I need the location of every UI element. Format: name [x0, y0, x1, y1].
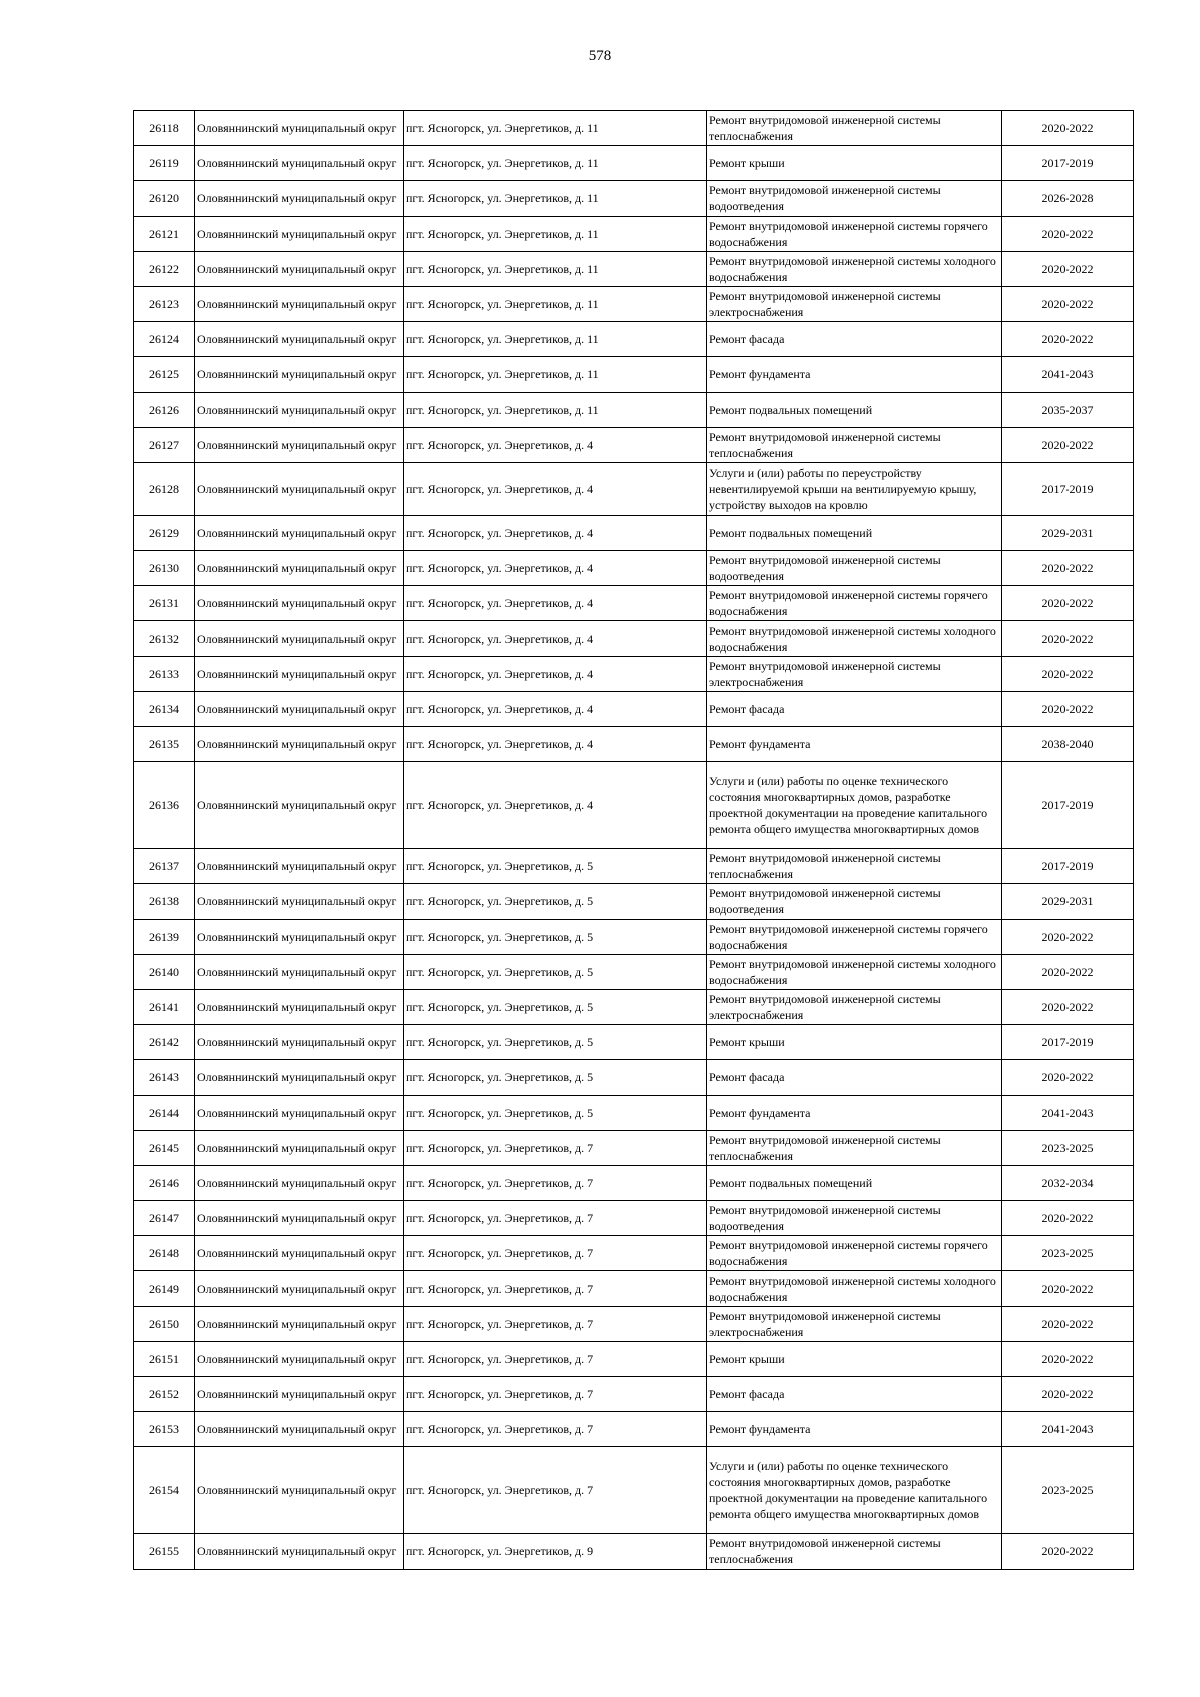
work-type-cell: Ремонт внутридомовой инженерной системы теплоснабжения	[707, 427, 1002, 462]
period-cell: 2041-2043	[1002, 1412, 1134, 1447]
table-row	[134, 849, 1134, 884]
work-type-cell: Ремонт внутридомовой инженерной системы горячего водоснабжения	[707, 586, 1002, 621]
period-cell: 2029-2031	[1002, 884, 1134, 919]
address-cell: пгт. Ясногорск, ул. Энергетиков, д. 7	[404, 1165, 707, 1200]
row-number: 26126	[134, 392, 195, 427]
municipality-cell: Оловяннинский муниципальный округ	[195, 727, 404, 762]
period-cell: 2020-2022	[1002, 111, 1134, 146]
row-number: 26125	[134, 357, 195, 392]
address-cell: пгт. Ясногорск, ул. Энергетиков, д. 5	[404, 989, 707, 1024]
table-row	[134, 1306, 1134, 1341]
municipality-cell: Оловяннинский муниципальный округ	[195, 762, 404, 849]
municipality-cell: Оловяннинский муниципальный округ	[195, 357, 404, 392]
municipality-cell: Оловяннинский муниципальный округ	[195, 1165, 404, 1200]
municipality-cell: Оловяннинский муниципальный округ	[195, 1306, 404, 1341]
table-row	[134, 989, 1134, 1024]
table-row	[134, 1412, 1134, 1447]
address-cell: пгт. Ясногорск, ул. Энергетиков, д. 4	[404, 462, 707, 515]
page-number: 578	[588, 48, 612, 64]
table-row	[134, 111, 1134, 146]
period-cell: 2020-2022	[1002, 251, 1134, 286]
period-cell: 2020-2022	[1002, 216, 1134, 251]
address-cell: пгт. Ясногорск, ул. Энергетиков, д. 4	[404, 691, 707, 726]
period-cell: 2020-2022	[1002, 691, 1134, 726]
address-cell: пгт. Ясногорск, ул. Энергетиков, д. 5	[404, 1060, 707, 1095]
work-type-cell: Ремонт внутридомовой инженерной системы холодного водоснабжения	[707, 1271, 1002, 1306]
row-number: 26121	[134, 216, 195, 251]
table-row	[134, 1534, 1134, 1569]
municipality-cell: Оловяннинский муниципальный округ	[195, 181, 404, 216]
work-type-cell: Ремонт фундамента	[707, 1412, 1002, 1447]
address-cell: пгт. Ясногорск, ул. Энергетиков, д. 11	[404, 392, 707, 427]
work-type-cell: Услуги и (или) работы по оценке технического состояния многоквартирных домов, разработке проектной документации на проведение капитального ремонта общего имущества многоквартирных домов	[707, 762, 1002, 849]
work-type-cell: Ремонт фасада	[707, 322, 1002, 357]
period-cell: 2017-2019	[1002, 1025, 1134, 1060]
row-number: 26124	[134, 322, 195, 357]
municipality-cell: Оловяннинский муниципальный округ	[195, 1271, 404, 1306]
table-row	[134, 392, 1134, 427]
row-number: 26130	[134, 551, 195, 586]
work-type-cell: Ремонт внутридомовой инженерной системы горячего водоснабжения	[707, 1236, 1002, 1271]
work-type-cell: Ремонт внутридомовой инженерной системы водоотведения	[707, 884, 1002, 919]
municipality-cell: Оловяннинский муниципальный округ	[195, 621, 404, 656]
period-cell: 2020-2022	[1002, 586, 1134, 621]
address-cell: пгт. Ясногорск, ул. Энергетиков, д. 4	[404, 515, 707, 550]
period-cell: 2038-2040	[1002, 727, 1134, 762]
row-number: 26129	[134, 515, 195, 550]
work-type-cell: Ремонт внутридомовой инженерной системы электроснабжения	[707, 656, 1002, 691]
municipality-cell: Оловяннинский муниципальный округ	[195, 146, 404, 181]
table-row	[134, 286, 1134, 321]
address-cell: пгт. Ясногорск, ул. Энергетиков, д. 11	[404, 181, 707, 216]
address-cell: пгт. Ясногорск, ул. Энергетиков, д. 11	[404, 216, 707, 251]
row-number: 26143	[134, 1060, 195, 1095]
row-number: 26149	[134, 1271, 195, 1306]
address-cell: пгт. Ясногорск, ул. Энергетиков, д. 7	[404, 1412, 707, 1447]
work-type-cell: Ремонт внутридомовой инженерной системы электроснабжения	[707, 1306, 1002, 1341]
work-type-cell: Ремонт внутридомовой инженерной системы горячего водоснабжения	[707, 216, 1002, 251]
table-row	[134, 146, 1134, 181]
address-cell: пгт. Ясногорск, ул. Энергетиков, д. 11	[404, 146, 707, 181]
table-row	[134, 919, 1134, 954]
work-type-cell: Ремонт внутридомовой инженерной системы водоотведения	[707, 551, 1002, 586]
period-cell: 2020-2022	[1002, 919, 1134, 954]
period-cell: 2041-2043	[1002, 1095, 1134, 1130]
work-type-cell: Ремонт внутридомовой инженерной системы водоотведения	[707, 181, 1002, 216]
municipality-cell: Оловяннинский муниципальный округ	[195, 586, 404, 621]
row-number: 26146	[134, 1165, 195, 1200]
table-row	[134, 251, 1134, 286]
period-cell: 2020-2022	[1002, 1271, 1134, 1306]
table-row	[134, 884, 1134, 919]
table-row	[134, 427, 1134, 462]
work-type-cell: Ремонт крыши	[707, 1025, 1002, 1060]
work-type-cell: Ремонт внутридомовой инженерной системы теплоснабжения	[707, 111, 1002, 146]
row-number: 26134	[134, 691, 195, 726]
row-number: 26140	[134, 954, 195, 989]
work-type-cell: Ремонт внутридомовой инженерной системы холодного водоснабжения	[707, 621, 1002, 656]
row-number: 26148	[134, 1236, 195, 1271]
municipality-cell: Оловяннинский муниципальный округ	[195, 919, 404, 954]
table-row	[134, 1095, 1134, 1130]
row-number: 26119	[134, 146, 195, 181]
address-cell: пгт. Ясногорск, ул. Энергетиков, д. 4	[404, 621, 707, 656]
municipality-cell: Оловяннинский муниципальный округ	[195, 515, 404, 550]
address-cell: пгт. Ясногорск, ул. Энергетиков, д. 5	[404, 1095, 707, 1130]
period-cell: 2020-2022	[1002, 656, 1134, 691]
municipality-cell: Оловяннинский муниципальный округ	[195, 1095, 404, 1130]
row-number: 26138	[134, 884, 195, 919]
address-cell: пгт. Ясногорск, ул. Энергетиков, д. 11	[404, 322, 707, 357]
row-number: 26150	[134, 1306, 195, 1341]
row-number: 26153	[134, 1412, 195, 1447]
table-row	[134, 462, 1134, 515]
municipality-cell: Оловяннинский муниципальный округ	[195, 286, 404, 321]
period-cell: 2020-2022	[1002, 1377, 1134, 1412]
table-row	[134, 357, 1134, 392]
table-row	[134, 551, 1134, 586]
municipality-cell: Оловяннинский муниципальный округ	[195, 392, 404, 427]
table-row	[134, 586, 1134, 621]
address-cell: пгт. Ясногорск, ул. Энергетиков, д. 4	[404, 551, 707, 586]
period-cell: 2020-2022	[1002, 427, 1134, 462]
period-cell: 2041-2043	[1002, 357, 1134, 392]
repair-schedule-rows	[134, 111, 1134, 1570]
municipality-cell: Оловяннинский муниципальный округ	[195, 1236, 404, 1271]
table-row	[134, 515, 1134, 550]
row-number: 26131	[134, 586, 195, 621]
municipality-cell: Оловяннинский муниципальный округ	[195, 1025, 404, 1060]
work-type-cell: Ремонт крыши	[707, 1341, 1002, 1376]
work-type-cell: Ремонт фасада	[707, 1377, 1002, 1412]
address-cell: пгт. Ясногорск, ул. Энергетиков, д. 7	[404, 1130, 707, 1165]
period-cell: 2020-2022	[1002, 621, 1134, 656]
municipality-cell: Оловяннинский муниципальный округ	[195, 954, 404, 989]
row-number: 26139	[134, 919, 195, 954]
period-cell: 2017-2019	[1002, 849, 1134, 884]
period-cell: 2017-2019	[1002, 462, 1134, 515]
period-cell: 2023-2025	[1002, 1130, 1134, 1165]
row-number: 26137	[134, 849, 195, 884]
municipality-cell: Оловяннинский муниципальный округ	[195, 1201, 404, 1236]
row-number: 26133	[134, 656, 195, 691]
table-row	[134, 1060, 1134, 1095]
period-cell: 2020-2022	[1002, 1306, 1134, 1341]
table-row	[134, 1025, 1134, 1060]
address-cell: пгт. Ясногорск, ул. Энергетиков, д. 11	[404, 111, 707, 146]
table-row	[134, 1130, 1134, 1165]
address-cell: пгт. Ясногорск, ул. Энергетиков, д. 5	[404, 884, 707, 919]
municipality-cell: Оловяннинский муниципальный округ	[195, 1412, 404, 1447]
municipality-cell: Оловяннинский муниципальный округ	[195, 322, 404, 357]
work-type-cell: Ремонт внутридомовой инженерной системы теплоснабжения	[707, 1534, 1002, 1569]
address-cell: пгт. Ясногорск, ул. Энергетиков, д. 7	[404, 1271, 707, 1306]
row-number: 26136	[134, 762, 195, 849]
address-cell: пгт. Ясногорск, ул. Энергетиков, д. 7	[404, 1341, 707, 1376]
table-row	[134, 216, 1134, 251]
municipality-cell: Оловяннинский муниципальный округ	[195, 1377, 404, 1412]
period-cell: 2023-2025	[1002, 1236, 1134, 1271]
table-row	[134, 1447, 1134, 1534]
municipality-cell: Оловяннинский муниципальный округ	[195, 884, 404, 919]
work-type-cell: Ремонт внутридомовой инженерной системы холодного водоснабжения	[707, 954, 1002, 989]
period-cell: 2026-2028	[1002, 181, 1134, 216]
table-row	[134, 691, 1134, 726]
address-cell: пгт. Ясногорск, ул. Энергетиков, д. 5	[404, 1025, 707, 1060]
row-number: 26135	[134, 727, 195, 762]
municipality-cell: Оловяннинский муниципальный округ	[195, 251, 404, 286]
row-number: 26144	[134, 1095, 195, 1130]
work-type-cell: Ремонт подвальных помещений	[707, 392, 1002, 427]
table-row	[134, 181, 1134, 216]
period-cell: 2032-2034	[1002, 1165, 1134, 1200]
work-type-cell: Ремонт внутридомовой инженерной системы электроснабжения	[707, 286, 1002, 321]
period-cell: 2020-2022	[1002, 1060, 1134, 1095]
work-type-cell: Услуги и (или) работы по переустройству невентилируемой крыши на вентилируемую крышу, устройству выходов на кровлю	[707, 462, 1002, 515]
table-row	[134, 621, 1134, 656]
row-number: 26118	[134, 111, 195, 146]
municipality-cell: Оловяннинский муниципальный округ	[195, 427, 404, 462]
address-cell: пгт. Ясногорск, ул. Энергетиков, д. 4	[404, 427, 707, 462]
period-cell: 2035-2037	[1002, 392, 1134, 427]
address-cell: пгт. Ясногорск, ул. Энергетиков, д. 9	[404, 1534, 707, 1569]
municipality-cell: Оловяннинский муниципальный округ	[195, 462, 404, 515]
period-cell: 2029-2031	[1002, 515, 1134, 550]
row-number: 26141	[134, 989, 195, 1024]
municipality-cell: Оловяннинский муниципальный округ	[195, 849, 404, 884]
row-number: 26145	[134, 1130, 195, 1165]
table-row	[134, 1165, 1134, 1200]
work-type-cell: Ремонт внутридомовой инженерной системы теплоснабжения	[707, 1130, 1002, 1165]
municipality-cell: Оловяннинский муниципальный округ	[195, 691, 404, 726]
row-number: 26123	[134, 286, 195, 321]
row-number: 26122	[134, 251, 195, 286]
table-row	[134, 656, 1134, 691]
municipality-cell: Оловяннинский муниципальный округ	[195, 216, 404, 251]
work-type-cell: Ремонт внутридомовой инженерной системы электроснабжения	[707, 989, 1002, 1024]
municipality-cell: Оловяннинский муниципальный округ	[195, 1534, 404, 1569]
address-cell: пгт. Ясногорск, ул. Энергетиков, д. 4	[404, 727, 707, 762]
period-cell: 2020-2022	[1002, 989, 1134, 1024]
row-number: 26120	[134, 181, 195, 216]
work-type-cell: Ремонт внутридомовой инженерной системы холодного водоснабжения	[707, 251, 1002, 286]
work-type-cell: Ремонт фундамента	[707, 357, 1002, 392]
address-cell: пгт. Ясногорск, ул. Энергетиков, д. 4	[404, 762, 707, 849]
table-row	[134, 1236, 1134, 1271]
municipality-cell: Оловяннинский муниципальный округ	[195, 1130, 404, 1165]
address-cell: пгт. Ясногорск, ул. Энергетиков, д. 7	[404, 1306, 707, 1341]
work-type-cell: Ремонт фасада	[707, 1060, 1002, 1095]
work-type-cell: Ремонт внутридомовой инженерной системы горячего водоснабжения	[707, 919, 1002, 954]
period-cell: 2023-2025	[1002, 1447, 1134, 1534]
row-number: 26142	[134, 1025, 195, 1060]
address-cell: пгт. Ясногорск, ул. Энергетиков, д. 5	[404, 954, 707, 989]
row-number: 26151	[134, 1341, 195, 1376]
work-type-cell: Ремонт подвальных помещений	[707, 515, 1002, 550]
table-row	[134, 762, 1134, 849]
period-cell: 2020-2022	[1002, 551, 1134, 586]
period-cell: 2017-2019	[1002, 146, 1134, 181]
municipality-cell: Оловяннинский муниципальный округ	[195, 1060, 404, 1095]
period-cell: 2020-2022	[1002, 286, 1134, 321]
municipality-cell: Оловяннинский муниципальный округ	[195, 551, 404, 586]
municipality-cell: Оловяннинский муниципальный округ	[195, 656, 404, 691]
address-cell: пгт. Ясногорск, ул. Энергетиков, д. 11	[404, 357, 707, 392]
period-cell: 2020-2022	[1002, 1201, 1134, 1236]
work-type-cell: Ремонт внутридомовой инженерной системы теплоснабжения	[707, 849, 1002, 884]
table-row	[134, 727, 1134, 762]
work-type-cell: Ремонт внутридомовой инженерной системы водоотведения	[707, 1201, 1002, 1236]
period-cell: 2020-2022	[1002, 1341, 1134, 1376]
municipality-cell: Оловяннинский муниципальный округ	[195, 111, 404, 146]
work-type-cell: Ремонт фундамента	[707, 727, 1002, 762]
table-row	[134, 1201, 1134, 1236]
municipality-cell: Оловяннинский муниципальный округ	[195, 989, 404, 1024]
address-cell: пгт. Ясногорск, ул. Энергетиков, д. 5	[404, 849, 707, 884]
table-row	[134, 1341, 1134, 1376]
row-number: 26128	[134, 462, 195, 515]
municipality-cell: Оловяннинский муниципальный округ	[195, 1447, 404, 1534]
period-cell: 2020-2022	[1002, 954, 1134, 989]
repair-schedule-table	[133, 110, 1134, 1570]
municipality-cell: Оловяннинский муниципальный округ	[195, 1341, 404, 1376]
row-number: 26147	[134, 1201, 195, 1236]
row-number: 26152	[134, 1377, 195, 1412]
row-number: 26132	[134, 621, 195, 656]
address-cell: пгт. Ясногорск, ул. Энергетиков, д. 7	[404, 1201, 707, 1236]
address-cell: пгт. Ясногорск, ул. Энергетиков, д. 4	[404, 656, 707, 691]
table-row	[134, 954, 1134, 989]
work-type-cell: Ремонт фундамента	[707, 1095, 1002, 1130]
row-number: 26155	[134, 1534, 195, 1569]
address-cell: пгт. Ясногорск, ул. Энергетиков, д. 11	[404, 286, 707, 321]
address-cell: пгт. Ясногорск, ул. Энергетиков, д. 7	[404, 1447, 707, 1534]
row-number: 26154	[134, 1447, 195, 1534]
address-cell: пгт. Ясногорск, ул. Энергетиков, д. 5	[404, 919, 707, 954]
address-cell: пгт. Ясногорск, ул. Энергетиков, д. 11	[404, 251, 707, 286]
work-type-cell: Ремонт подвальных помещений	[707, 1165, 1002, 1200]
table-row	[134, 322, 1134, 357]
period-cell: 2020-2022	[1002, 1534, 1134, 1569]
row-number: 26127	[134, 427, 195, 462]
address-cell: пгт. Ясногорск, ул. Энергетиков, д. 7	[404, 1377, 707, 1412]
table-row	[134, 1377, 1134, 1412]
period-cell: 2017-2019	[1002, 762, 1134, 849]
table-row	[134, 1271, 1134, 1306]
address-cell: пгт. Ясногорск, ул. Энергетиков, д. 4	[404, 586, 707, 621]
period-cell: 2020-2022	[1002, 322, 1134, 357]
address-cell: пгт. Ясногорск, ул. Энергетиков, д. 7	[404, 1236, 707, 1271]
work-type-cell: Ремонт фасада	[707, 691, 1002, 726]
work-type-cell: Ремонт крыши	[707, 146, 1002, 181]
work-type-cell: Услуги и (или) работы по оценке технического состояния многоквартирных домов, разработке проектной документации на проведение капитального ремонта общего имущества многоквартирных домов	[707, 1447, 1002, 1534]
